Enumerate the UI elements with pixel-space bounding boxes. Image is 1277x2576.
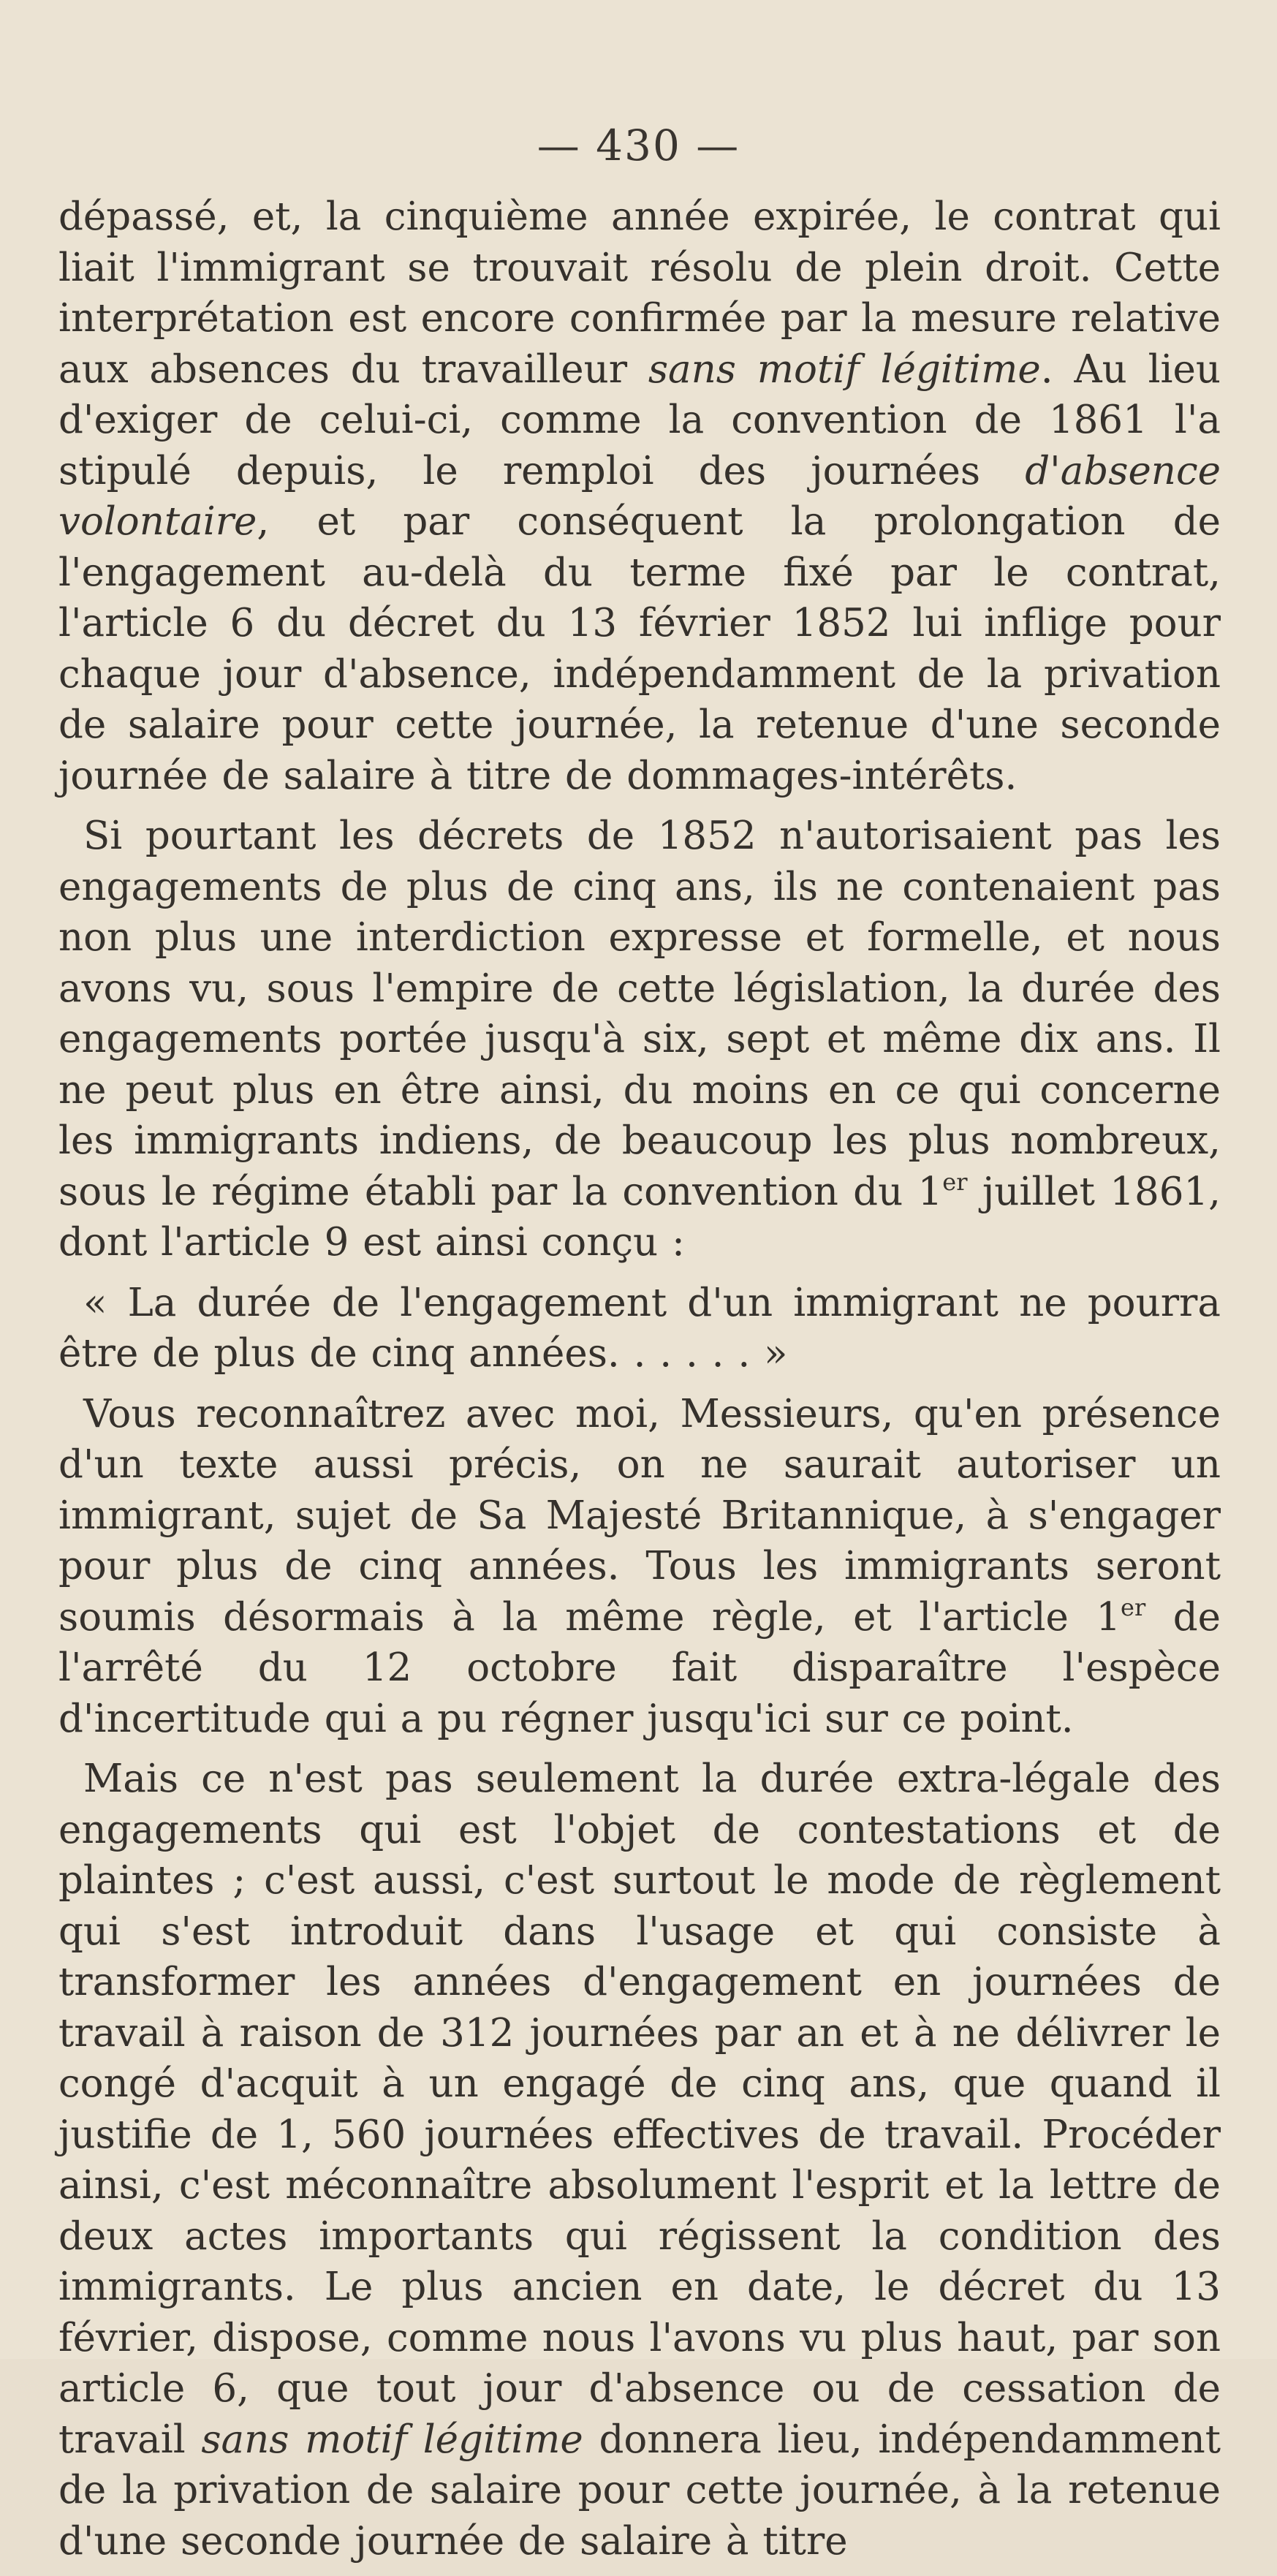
body-text [58, 192, 1221, 2576]
paragraph-1-italic-2: d'absence volontaire [58, 448, 1221, 544]
paragraph-4-superscript: er [1121, 1593, 1146, 1621]
page-number: — 430 — [537, 121, 740, 170]
paragraph-2 [58, 811, 1221, 1268]
paragraph-1-italic-1: sans motif légitime [648, 346, 1041, 392]
paragraph-2-text-a: Si pourtant les décrets de 1852 n'autorisaient pas les engagements de plus de cinq ans, ils ne contenaient pas non plus une interdiction expresse et formelle, et nous avons vu, sous l'empire de cette législation, la durée des engagements portée jusqu'à six, sept et même dix ans. Il ne peut plus en être ainsi, du moins en ce qui concerne les immigrants indiens, de beaucoup les plus nombreux, sous le régime établi par la convention du 1 [58, 814, 1221, 1214]
paragraph-1 [58, 192, 1221, 801]
paragraph-4-text-b: de l'arrêté du 12 octobre fait disparaître l'espèce d'incertitude qui a pu régner jusqu'ici sur ce point. [58, 1594, 1221, 1741]
paragraph-2-text-b: juillet 1861, dont l'article 9 est ainsi conçu : [58, 1169, 1221, 1265]
paragraph-5-text-a: Mais ce n'est pas seulement la durée extra-légale des engagements qui est l'objet de contestations et de plaintes ; c'est aussi, c'est surtout le mode de règlement qui s'est introduit dans l'usage et qui consiste à transformer les années d'engagement en journées de travail à raison de 312 journées par an et à ne délivrer le congé d'acquit à un engagé de cinq ans, que quand il justifie de 1, 560 journées effectives de travail. Procéder ainsi, c'est méconnaître absolument l'esprit et la lettre de deux actes importants qui régissent la condition des immigrants. Le plus ancien en date, le décret du 13 février, dispose, comme nous l'avons vu plus haut, par son article 6, que tout jour d'absence ou de cessation de travail [58, 1757, 1221, 2462]
paragraph-5 [58, 1754, 1221, 2566]
paragraph-5-text-b: donnera lieu, indépendamment de la privation de salaire pour cette journée, à la retenue d'une seconde journée de salaire à titre [58, 2417, 1221, 2564]
paragraph-4-text-a: Vous reconnaîtrez avec moi, Messieurs, qu'en présence d'un texte aussi précis, on ne saurait autoriser un immigrant, sujet de Sa Majesté Britannique, à s'engager pour plus de cinq années. Tous les immigrants seront soumis désormais à la même règle, et l'article 1 [58, 1391, 1221, 1640]
paragraph-1-text-a: dépassé, et, la cinquième année expirée, le contrat qui liait l'immigrant se trouvait résolu de plein droit. Cette interprétation est encore confirmée par la mesure relative aux absences du travailleur [58, 194, 1221, 392]
paragraph-1-text-b: . Au lieu d'exiger de celui-ci, comme la convention de 1861 l'a stipulé depuis, le remploi des journées [58, 346, 1221, 493]
paragraph-2-superscript: er [942, 1167, 968, 1196]
paragraph-4 [58, 1389, 1221, 1745]
paragraph-5-italic-1: sans motif légitime [201, 2417, 583, 2462]
paragraph-3-quote: « La durée de l'engagement d'un immigrant ne pourra être de plus de cinq années. . . . . . » [58, 1280, 1221, 1376]
paragraph-1-text-c: , et par conséquent la prolongation de l'engagement au-delà du terme fixé par le contrat, l'article 6 du décret du 13 février 1852 lui inflige pour chaque jour d'absence, indépendamment de la privation de salaire pour cette journée, la retenue d'une seconde journée de salaire à titre de dommages-intérêts. [58, 499, 1221, 798]
